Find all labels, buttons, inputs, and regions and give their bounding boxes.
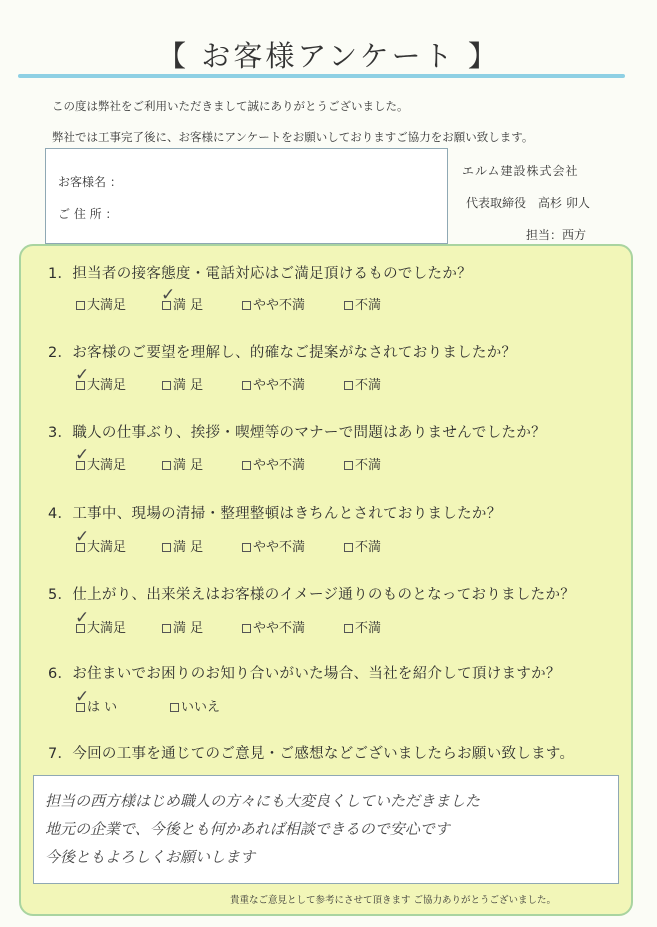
answer-option-label: 不満 <box>355 621 382 636</box>
answer-option[interactable] <box>162 374 203 393</box>
answer-option[interactable] <box>75 687 118 715</box>
answer-option-label: 満 足 <box>173 621 204 636</box>
answer-option[interactable] <box>242 454 305 473</box>
answer-option[interactable] <box>161 285 204 313</box>
checkmark-icon: ✓ <box>75 687 90 707</box>
answer-option[interactable] <box>162 536 203 555</box>
answer-option-label: 大満足 <box>87 458 127 473</box>
question-1: 1．担当者の接客態度・電話対応はご満足頂けるものでしたか？ <box>48 266 472 282</box>
comment-line-1: 担当の西方様はじめ職人の方々にも大変良くしていただきました <box>45 792 481 810</box>
checkbox[interactable] <box>242 543 251 552</box>
company-name: エルム建設株式会社 <box>462 164 579 178</box>
answer-option-label: 満 足 <box>173 378 204 393</box>
answer-option[interactable] <box>242 294 305 313</box>
checkbox[interactable] <box>162 461 171 470</box>
answer-option[interactable] <box>344 374 381 393</box>
answer-option-label: 満 足 <box>173 298 204 313</box>
checkbox[interactable] <box>242 381 251 390</box>
survey-title: 【 お客様アンケート 】 <box>157 39 500 73</box>
checkbox[interactable] <box>344 461 353 470</box>
answer-option[interactable] <box>162 454 203 473</box>
answer-option[interactable] <box>242 374 305 393</box>
comment-line-3: 今後ともよろしくお願いします <box>45 848 256 866</box>
answer-option[interactable] <box>242 536 305 555</box>
answer-option-label: 大満足 <box>87 540 127 555</box>
checkbox[interactable] <box>76 301 85 310</box>
customer-address-label: ご 住 所 ： <box>58 207 118 221</box>
answer-option[interactable] <box>170 696 220 715</box>
answer-option-label: 不満 <box>355 540 382 555</box>
comment-line-2: 地元の企業で、今後とも何かあれば相談できるので安心です <box>45 820 450 838</box>
answer-option-label: やや不満 <box>253 621 306 636</box>
checkmark-icon: ✓ <box>75 445 90 465</box>
checkbox[interactable] <box>344 301 353 310</box>
answer-option[interactable] <box>75 527 127 555</box>
answer-option-label: いいえ <box>181 700 221 715</box>
checkbox[interactable] <box>162 543 171 552</box>
checkbox[interactable] <box>242 624 251 633</box>
customer-name-label: お客様名 ： <box>58 175 122 189</box>
checkbox[interactable] <box>242 301 251 310</box>
checkbox[interactable] <box>344 624 353 633</box>
checkmark-icon: ✓ <box>75 365 90 385</box>
answer-option[interactable] <box>75 608 127 636</box>
answer-option-label: やや不満 <box>253 298 306 313</box>
answer-option-label: 大満足 <box>87 298 127 313</box>
checkbox[interactable] <box>162 381 171 390</box>
question-3: 3．職人の仕事ぶり、挨拶・喫煙等のマナーで問題はありませんでしたか？ <box>48 425 546 441</box>
answer-option[interactable] <box>344 536 381 555</box>
answer-option[interactable] <box>162 617 203 636</box>
answer-option-label: 満 足 <box>173 458 204 473</box>
company-staff: 担当：西方 <box>526 228 587 242</box>
answer-option[interactable] <box>242 617 305 636</box>
checkmark-icon: ✓ <box>75 527 90 547</box>
answer-option-label: やや不満 <box>253 540 306 555</box>
intro-line-1: この度は弊社をご利用いただきまして誠にありがとうございました。 <box>52 99 409 113</box>
question-7: 7．今回の工事を通じてのご意見・ご感想などございましたらお願い致します。 <box>48 746 575 762</box>
checkbox[interactable] <box>344 381 353 390</box>
question-2: 2．お客様のご要望を理解し、的確なご提案がなされておりましたか？ <box>48 345 517 361</box>
customer-info-box <box>45 148 448 244</box>
checkmark-icon: ✓ <box>161 285 176 305</box>
answer-option[interactable] <box>75 365 127 393</box>
checkmark-icon: ✓ <box>75 608 90 628</box>
answer-option-label: 満 足 <box>173 540 204 555</box>
question-5: 5．仕上がり、出来栄えはお客様のイメージ通りのものとなっておりましたか？ <box>48 587 576 603</box>
company-representative: 代表取締役 高杉 卯人 <box>466 196 590 210</box>
question-6: 6．お住まいでお困りのお知り合いがいた場合、当社を紹介して頂けますか？ <box>48 666 561 682</box>
checkbox[interactable] <box>344 543 353 552</box>
checkbox[interactable] <box>170 703 179 712</box>
question-4: 4．工事中、現場の清掃・整理整頓はきちんとされておりましたか？ <box>48 506 502 522</box>
checkbox[interactable] <box>162 624 171 633</box>
title-underline <box>18 74 625 78</box>
answer-option-label: 不満 <box>355 378 382 393</box>
checkbox[interactable] <box>242 461 251 470</box>
answer-option-label: 大満足 <box>87 621 127 636</box>
answer-option[interactable] <box>344 454 381 473</box>
footer-note: 貴重なご意見として参考にさせて頂きます ご協力ありがとうございました。 <box>230 895 557 906</box>
answer-option[interactable] <box>344 294 381 313</box>
answer-option-label: やや不満 <box>253 458 306 473</box>
answer-option-label: 大満足 <box>87 378 127 393</box>
answer-option[interactable] <box>75 445 127 473</box>
answer-option[interactable] <box>76 294 126 313</box>
answer-option-label: 不満 <box>355 458 382 473</box>
intro-line-2: 弊社では工事完了後に、お客様にアンケートをお願いしておりますご協力をお願い致します。 <box>52 130 534 144</box>
answer-option[interactable] <box>344 617 381 636</box>
answer-option-label: やや不満 <box>253 378 306 393</box>
answer-option-label: は い <box>87 700 118 715</box>
answer-option-label: 不満 <box>355 298 382 313</box>
